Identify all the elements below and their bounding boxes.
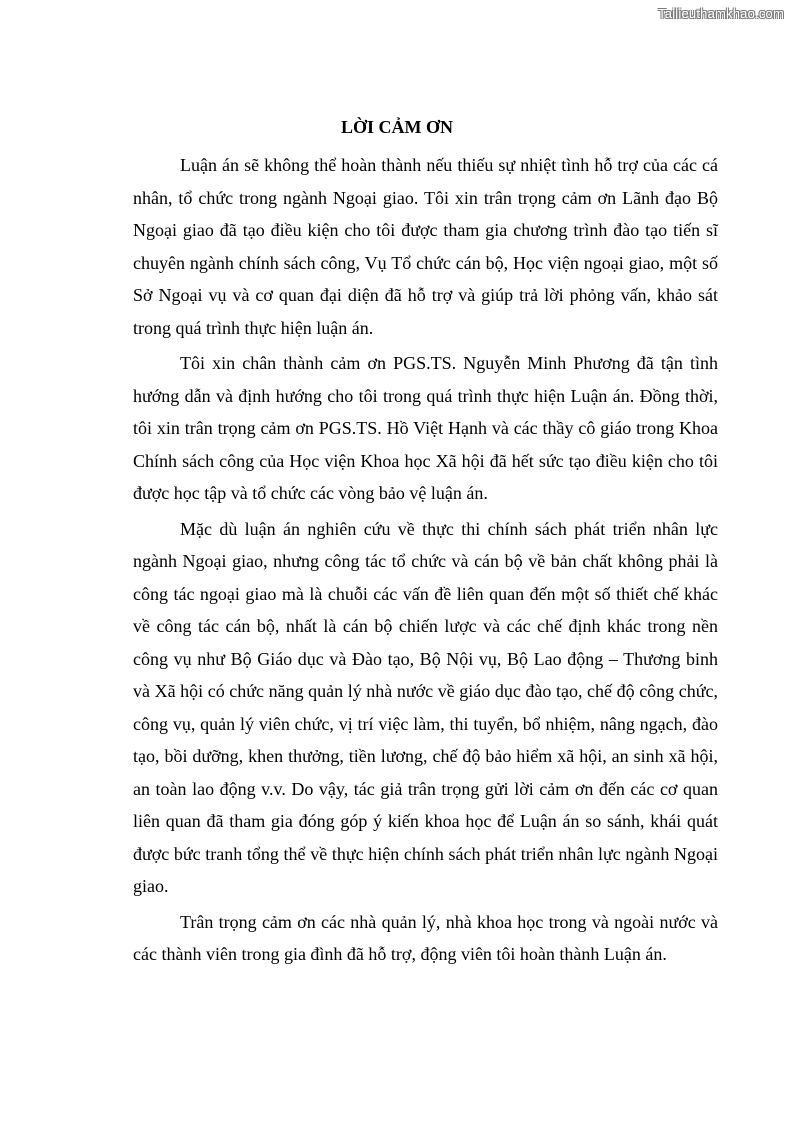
paragraph-4: Trân trọng cảm ơn các nhà quản lý, nhà khoa học trong và ngoài nước và các thành viên trong gia đình đã hỗ trợ, động viên tôi hoàn thành Luận án. [133, 911, 718, 964]
watermark: Tailieuthamkhao.com [658, 6, 784, 21]
paragraph-1: Luận án sẽ không thể hoàn thành nếu thiếu sự nhiệt tình hỗ trợ của các cá nhân, tổ chức trong ngành Ngoại giao. Tôi xin trân trọng cảm ơn Lãnh đạo Bộ Ngoại giao đã tạo điều kiện cho tôi được tham gia chương trình đào tạo tiến sĩ chuyên ngành chính sách công, Vụ Tổ chức cán bộ, Học viện ngoại giao, một số Sở Ngoại vụ và cơ quan đại diện đã hỗ trợ và giúp trả lời phỏng vấn, khảo sát trong quá trình thực hiện luận án. [133, 155, 718, 338]
page-title: LỜI CẢM ƠN [341, 117, 453, 137]
document-body [133, 149, 718, 974]
paragraph-2: Tôi xin chân thành cảm ơn PGS.TS. Nguyễn Minh Phương đã tận tình hướng dẫn và định hướng cho tôi trong quá trình thực hiện Luận án. Đồng thời, tôi xin trân trọng cảm ơn PGS.TS. Hồ Việt Hạnh và các thầy cô giáo trong Khoa Chính sách công của Học viện Khoa học Xã hội đã hết sức tạo điều kiện cho tôi được học tập và tổ chức các vòng bảo vệ luận án. [133, 353, 718, 503]
paragraph-3: Mặc dù luận án nghiên cứu về thực thi chính sách phát triển nhân lực ngành Ngoại giao, nhưng công tác tổ chức và cán bộ về bản chất không phải là công tác ngoại giao mà là chuỗi các vấn đề liên quan đến một số thiết chế khác về công tác cán bộ, nhất là cán bộ chiến lược và các chế định khác trong nền công vụ như Bộ Giáo dục và Đào tạo, Bộ Nội vụ, Bộ Lao động – Thương binh và Xã hội có chức năng quản lý nhà nước về giáo dục đào tạo, chế độ công chức, công vụ, quản lý viên chức, vị trí việc làm, thi tuyển, bổ nhiệm, nâng ngạch, đào tạo, bồi dưỡng, khen thưởng, tiền lương, chế độ bảo hiểm xã hội, an sinh xã hội, an toàn lao động v.v. Do vậy, tác giả trân trọng gửi lời cảm ơn đến các cơ quan liên quan đã tham gia đóng góp ý kiến khoa học để Luận án so sánh, khái quát được bức tranh tổng thể về thực hiện chính sách phát triển nhân lực ngành Ngoại giao. [133, 518, 718, 896]
